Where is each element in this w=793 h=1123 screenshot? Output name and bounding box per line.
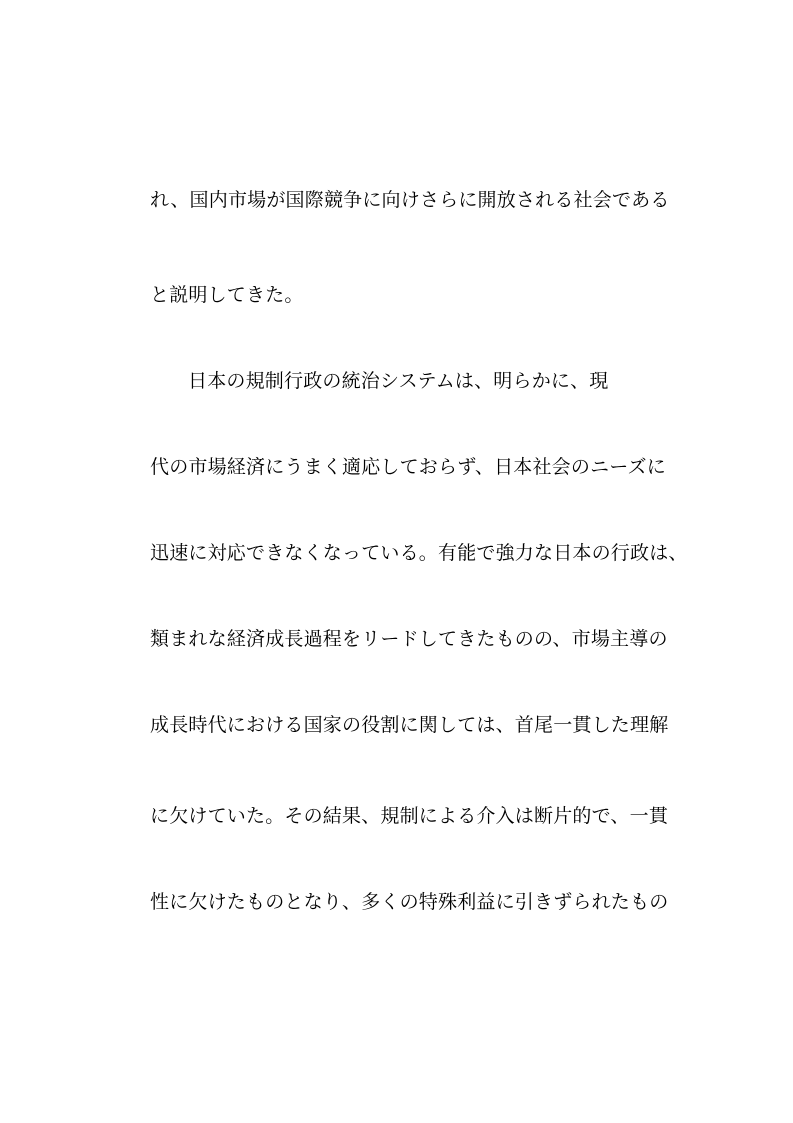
text-line-6: 類まれな経済成長過程をリードしてきたものの、市場主導の — [150, 628, 668, 650]
text-line-1: れ、国内市場が国際競争に向けさらに開放される社会である — [150, 189, 670, 211]
text-line-7: 成長時代における国家の役割に関しては、首尾一貫した理解 — [150, 714, 669, 736]
text-line-8: に欠けていた。その結果、規制による介入は断片的で、一貫 — [150, 805, 669, 827]
text-line-3: 日本の規制行政の統治システムは、明らかに、現 — [188, 370, 609, 392]
text-line-5: 迅速に対応できなくなっている。有能で強力な日本の行政は、 — [150, 542, 688, 564]
text-line-9: 性に欠けたものとなり、多くの特殊利益に引きずられたもの — [150, 891, 669, 913]
text-line-4: 代の市場経済にうまく適応しておらず、日本社会のニーズに — [150, 456, 666, 478]
text-line-2: と説明してきた。 — [150, 284, 304, 306]
